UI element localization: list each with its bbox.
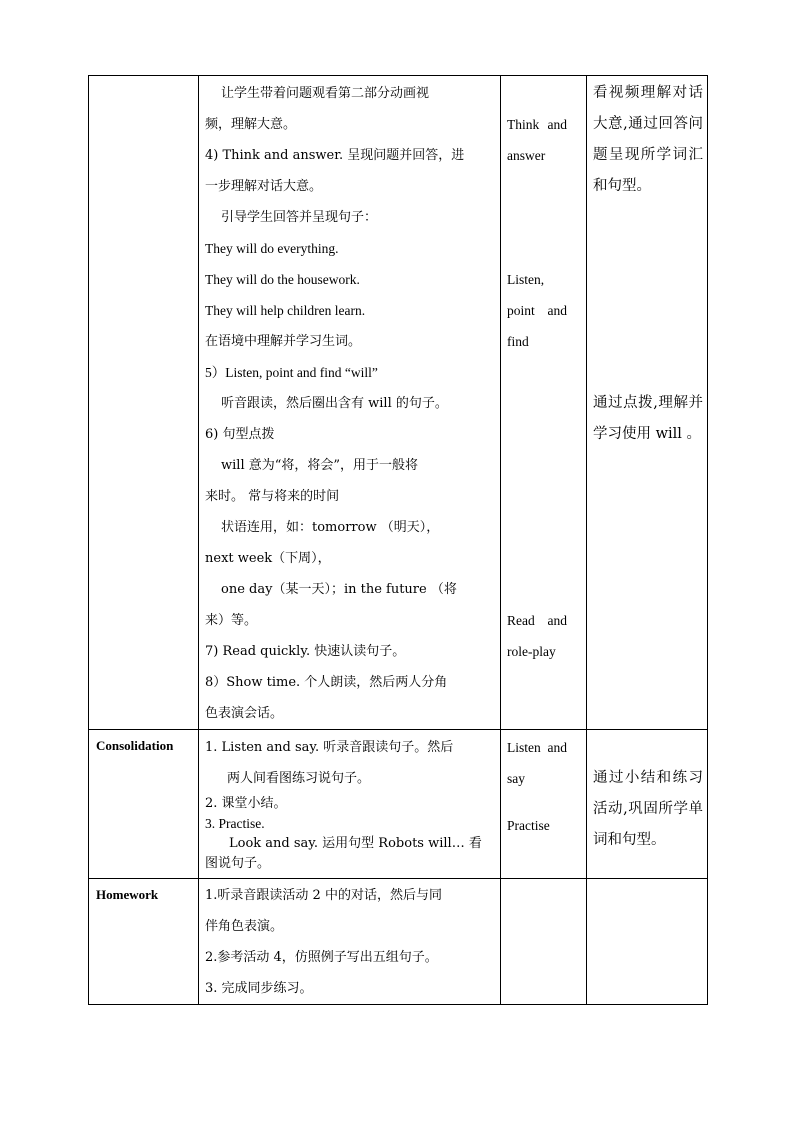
stage-cell: [89, 76, 199, 730]
activity-label: Listen, point and find: [507, 272, 567, 349]
procedure-line: one day（某一天）；in the future （将: [221, 582, 457, 597]
procedure-line: 3. Practise.: [205, 816, 265, 831]
activity-cell: [501, 879, 587, 1005]
procedure-line: 6) 句型点拨: [205, 427, 275, 442]
stage-label: Consolidation: [96, 738, 174, 753]
procedure-line: 5）Listen, point and find “will”: [205, 365, 378, 380]
procedure-line: 一步理解对话大意。: [205, 179, 323, 194]
purpose-text: 通过小结和练习活动,巩固所学单词和句型。: [593, 770, 703, 848]
procedure-line: 来）等。: [205, 613, 258, 628]
purpose-cell: [587, 76, 708, 730]
procedure-line: They will do everything.: [205, 241, 339, 256]
activity-label: Listen and say: [507, 740, 567, 786]
purpose-text: 看视频理解对话大意,通过回答问题呈现所学词汇和句型。: [593, 85, 703, 194]
activity-label: Think and answer: [507, 117, 567, 163]
purpose-text: 通过点拨,理解并学习使用 will 。: [593, 395, 703, 442]
procedure-cell: [199, 879, 501, 1005]
lesson-plan-table: [88, 75, 708, 1005]
procedure-line: 引导学生回答并呈现句子：: [221, 210, 378, 225]
procedure-line: 1.听录音跟读活动 2 中的对话，然后与同: [205, 888, 442, 903]
activity-cell: [501, 730, 587, 879]
procedure-line: 2.参考活动 4，仿照例子写出五组句子。: [205, 950, 438, 965]
procedure-line: 8）Show time. 个人朗读，然后两人分角: [205, 675, 448, 690]
stage-cell: [89, 730, 199, 879]
procedure-line: 让学生带着问题观看第二部分动画视: [221, 86, 430, 101]
procedure-line: 4) Think and answer. 呈现问题并回答，进: [205, 148, 465, 163]
procedure-cell: [199, 76, 501, 730]
table-row: [89, 879, 708, 1005]
procedure-cell: [199, 730, 501, 879]
procedure-line: next week（下周），: [205, 551, 331, 566]
table-row: [89, 730, 708, 879]
purpose-cell: [587, 730, 708, 879]
procedure-line: 听音跟读，然后圈出含有 will 的句子。: [221, 396, 448, 411]
procedure-line: 1. Listen and say. 听录音跟读句子。然后: [205, 740, 454, 755]
purpose-cell: [587, 879, 708, 1005]
procedure-line: They will do the housework.: [205, 272, 360, 287]
stage-label: [89, 76, 198, 83]
procedure-line: 2. 课堂小结。: [205, 796, 287, 811]
activity-label: Read and role-play: [507, 613, 567, 659]
procedure-line: Look and say. 运用句型 Robots will… 看: [229, 836, 482, 851]
procedure-line: 频，理解大意。: [205, 117, 297, 132]
procedure-line: 色表演会话。: [205, 706, 284, 721]
procedure-line: 两人间看图练习说句子。: [227, 771, 371, 786]
procedure-line: 伴角色表演。: [205, 919, 284, 934]
procedure-line: 来时。 常与将来的时间: [205, 489, 340, 504]
procedure-line: will 意为“将，将会”，用于一般将: [221, 458, 419, 473]
procedure-line: 在语境中理解并学习生词。: [205, 334, 362, 349]
stage-cell: [89, 879, 199, 1005]
procedure-line: 图说句子。: [205, 856, 271, 871]
stage-label: Homework: [96, 887, 159, 902]
activity-cell: [501, 76, 587, 730]
activity-label: Practise: [507, 818, 550, 833]
table-row: [89, 76, 708, 730]
procedure-line: 7) Read quickly. 快速认读句子。: [205, 644, 406, 659]
procedure-line: 状语连用，如：tomorrow （明天），: [221, 520, 440, 535]
procedure-line: They will help children learn.: [205, 303, 366, 318]
procedure-line: 3. 完成同步练习。: [205, 981, 313, 996]
